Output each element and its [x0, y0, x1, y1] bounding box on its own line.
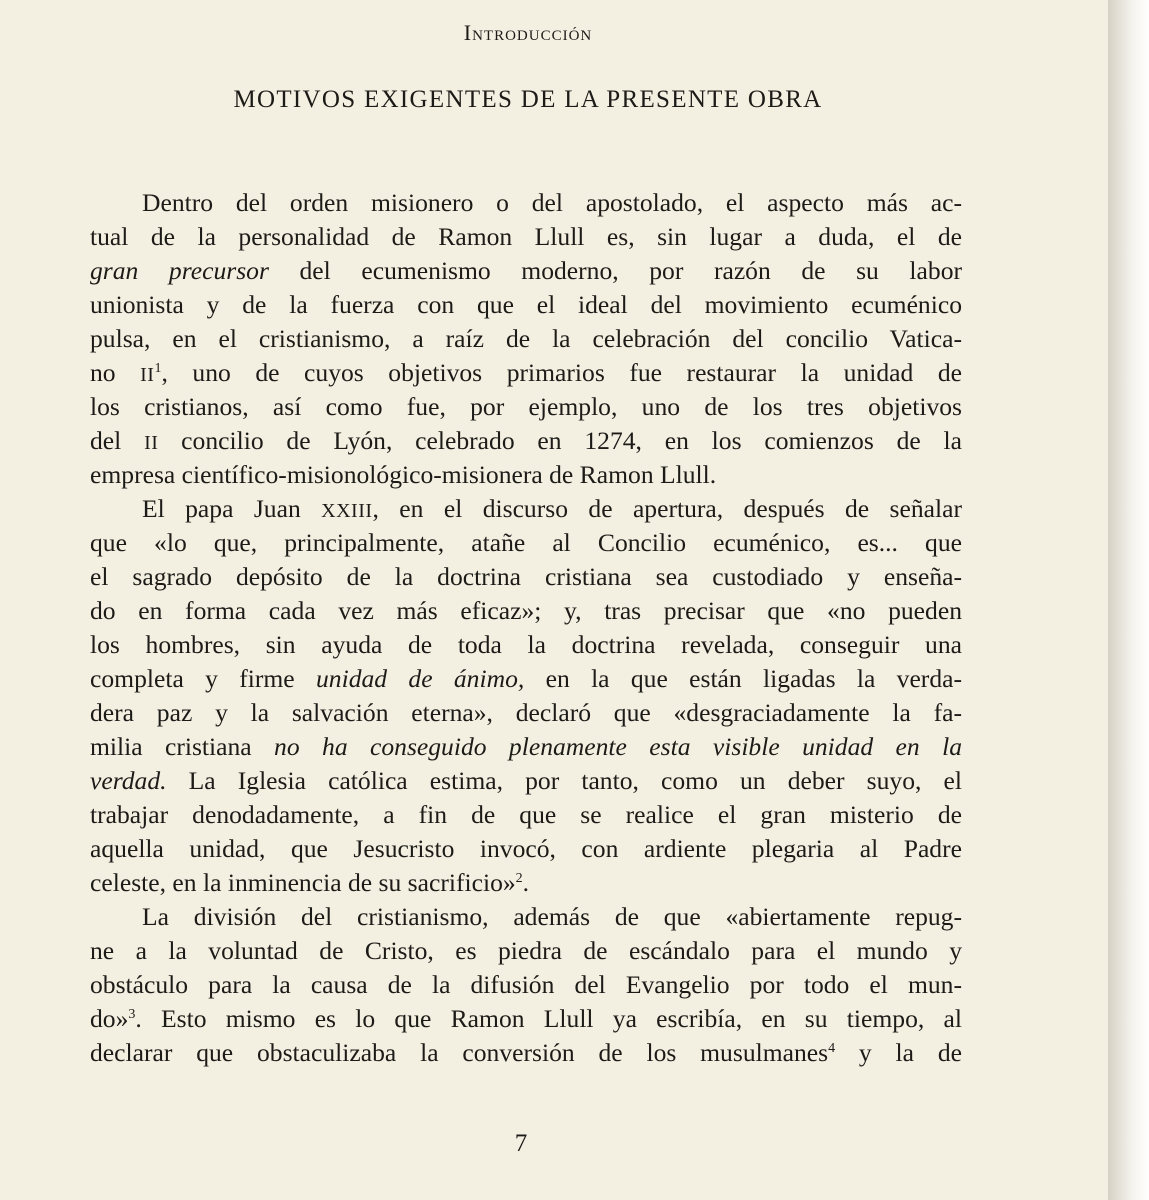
- text-line: los hombres, sin ayuda de toda la doctrina revelada, conseguir una: [90, 630, 962, 659]
- text-line: verdad. La Iglesia católica estima, por tanto, como un deber suyo, el: [90, 766, 962, 795]
- text-line: milia cristiana no ha conseguido plenamente esta visible unidad en la: [90, 732, 962, 761]
- text-line: declarar que obstaculizaba la conversión de los musulmanes$^4$ y la de: [90, 1038, 962, 1067]
- italic-phrase: unidad de ánimo,: [315, 664, 525, 693]
- text-line: los cristianos, así como fue, por ejemplo, uno de los tres objetivos: [90, 392, 962, 421]
- text-line: unionista y de la fuerza con que el ideal del movimiento ecuménico: [90, 290, 962, 319]
- text-line: celeste, en la inminencia de su sacrificio»$^2$.: [90, 868, 530, 897]
- text-line: Dentro del orden misionero o del apostolado, el aspecto más ac-: [142, 188, 962, 217]
- text-line: empresa científico-misionológico-misionera de Ramon Llull.: [90, 460, 717, 489]
- footnote-ref: 3: [128, 1007, 136, 1022]
- text-line: dera paz y la salvación eterna», declaró que «desgraciadamente la fa-: [90, 698, 962, 727]
- text-line: obstáculo para la causa de la difusión del Evangelio por todo el mun-: [90, 970, 962, 999]
- body-text: [90, 186, 962, 1070]
- italic-phrase: verdad.: [90, 766, 167, 795]
- text-line: do en forma cada vez más eficaz»; y, tras precisar que «no pueden: [90, 596, 962, 625]
- text-line: gran precursor del ecumenismo moderno, por razón de su labor: [90, 256, 963, 285]
- text-line: aquella unidad, que Jesucristo invocó, con ardiente plegaria al Padre: [90, 834, 962, 863]
- page-number: 7: [514, 1130, 528, 1157]
- running-head: Introducción: [463, 20, 593, 45]
- italic-phrase: no ha conseguido plenamente esta visible unidad en la: [274, 732, 962, 761]
- italic-phrase: gran precursor: [90, 256, 269, 285]
- text-line: del II concilio de Lyón, celebrado en 1274, en los comienzos de la: [90, 426, 962, 455]
- footnote-ref: 2: [515, 871, 523, 886]
- page-edge-shadow: [1108, 0, 1149, 1200]
- footnote-ref: 1: [154, 361, 162, 376]
- text-line: do»$^3$. Esto mismo es lo que Ramon Llull ya escribía, en su tiempo, al: [90, 1004, 962, 1033]
- text-line: tual de la personalidad de Ramon Llull es, sin lugar a duda, el de: [90, 222, 962, 251]
- text-line: La división del cristianismo, además de que «abiertamente repug-: [142, 902, 962, 931]
- text-line: el sagrado depósito de la doctrina cristiana sea custodiado y enseña-: [90, 562, 962, 591]
- text-line: completa y firme unidad de ánimo, en la que están ligadas la verda-: [90, 664, 962, 693]
- text-line: ne a la voluntad de Cristo, es piedra de escándalo para el mundo y: [90, 936, 962, 965]
- footnote-ref: 4: [828, 1041, 836, 1056]
- text-line: El papa Juan XXIII, en el discurso de apertura, después de señalar: [142, 494, 962, 523]
- text-line: que «lo que, principalmente, atañe al Concilio ecuménico, es... que: [90, 528, 962, 557]
- text-line: no $II^1$, uno de cuyos objetivos primarios fue restaurar la unidad de: [90, 358, 962, 387]
- text-line: pulsa, en el cristianismo, a raíz de la celebración del concilio Vatica-: [90, 324, 962, 353]
- text-line: trabajar denodadamente, a fin de que se realice el gran misterio de: [90, 800, 962, 829]
- chapter-title: MOTIVOS EXIGENTES DE LA PRESENTE OBRA: [233, 86, 823, 113]
